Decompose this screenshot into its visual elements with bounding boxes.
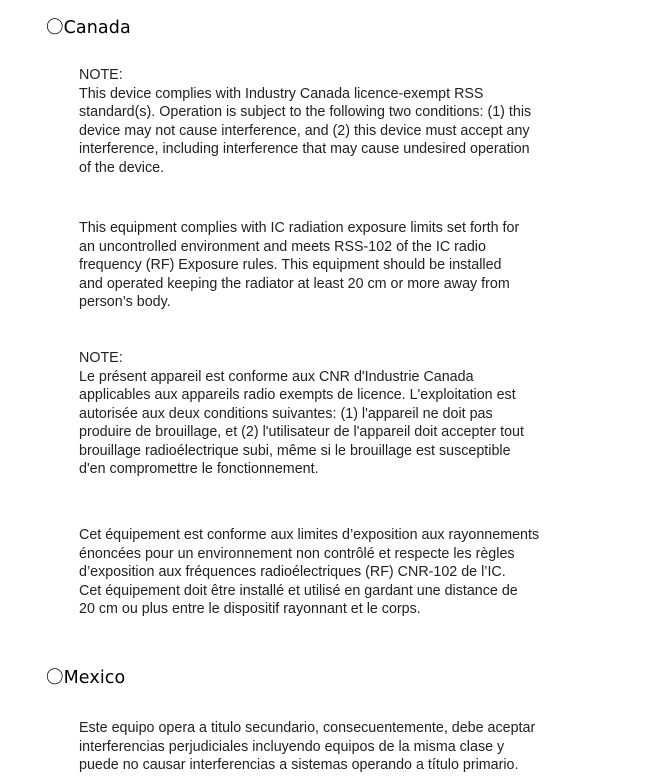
paragraph-line: person’s body. — [79, 294, 171, 310]
paragraph-line: interferencias perjudiciales incluyendo equipos de la misma clase y — [79, 738, 505, 755]
paragraph-line: d’exposition aux fréquences radioélectriques (RF) CNR-102 de l’IC. — [79, 564, 506, 580]
paragraph-line: 20 cm ou plus entre le dispositif rayonnant et le corps. — [79, 601, 421, 617]
paragraph-line: frequency (RF) Exposure rules. This equipment should be installed — [79, 257, 502, 273]
note-title: NOTE: — [79, 350, 123, 366]
paragraph-line: This equipment complies with IC radiation exposure limits set forth for — [79, 220, 520, 236]
paragraph-line: puede no causar interferencias a sistemas operando a título primario. — [79, 757, 519, 773]
paragraph-line: Cet équipement doit être installé et utilisé en gardant une distance de — [79, 582, 518, 599]
mexico-heading: 〇Mexico — [46, 668, 126, 688]
note-line: autorisée aux deux conditions suivantes: (1) l'appareil ne doit pas — [79, 405, 493, 422]
note-line: standard(s). Operation is subject to the following two conditions: (1) this — [79, 104, 532, 120]
note-title: NOTE: — [79, 67, 123, 83]
canada-note-fr — [79, 349, 645, 479]
canada-rf-exposure-fr — [79, 526, 645, 619]
note-line: device may not cause interference, and (2) this device must accept any — [79, 122, 530, 139]
note-line: interference, including interference that may cause undesired operation — [79, 141, 530, 157]
note-line: applicables aux appareils radio exempts de licence. L'exploitation est — [79, 387, 516, 403]
note-line: produire de brouillage, et (2) l'utilisateur de l'appareil doit accepter tout — [79, 424, 524, 440]
canada-heading: 〇Canada — [46, 18, 131, 38]
note-line: brouillage radioélectrique subi, même si le brouillage est susceptible — [79, 442, 511, 459]
canada-note-en — [79, 66, 645, 177]
note-line: d'en compromettre le fonctionnement. — [79, 461, 319, 477]
note-line: of the device. — [79, 159, 165, 176]
note-line: This device complies with Industry Canada licence-exempt RSS — [79, 85, 484, 102]
paragraph-line: Este equipo opera a titulo secundario, consecuentemente, debe aceptar — [79, 720, 536, 736]
mexico-paragraph — [79, 719, 645, 775]
paragraph-line: énoncées pour un environnement non contrôlé et respecte les règles — [79, 545, 515, 562]
canada-rf-exposure-en — [79, 219, 645, 312]
paragraph-line: an uncontrolled environment and meets RSS-102 of the IC radio — [79, 238, 486, 255]
paragraph-line: and operated keeping the radiator at least 20 cm or more away from — [79, 275, 510, 292]
paragraph-line: Cet équipement est conforme aux limites d’exposition aux rayonnements — [79, 527, 540, 543]
note-line: Le présent appareil est conforme aux CNR d'Industrie Canada — [79, 368, 474, 385]
